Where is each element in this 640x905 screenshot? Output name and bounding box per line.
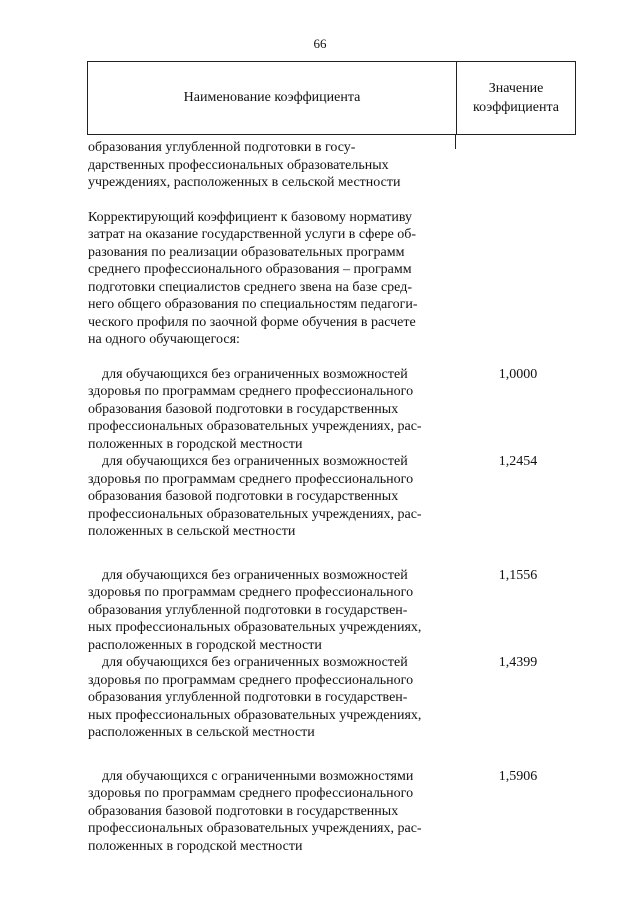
coefficient-value: 1,4399 [498, 655, 538, 670]
coefficient-description: для обучающихся без ограниченных возможностей здоровья по программам среднего профессионального образования углубленной подготовки в государствен- ных профессиональных образовательных учреждениях, расположенных в сельской местности [88, 655, 422, 740]
coefficient-description: для обучающихся с ограниченными возможностями здоровья по программам среднего профессионального образования базовой подготовки в государственных профессиональных образовательных учреждениях, рас- положенных в городской местности [88, 768, 422, 854]
header-coefficient-value: Значение коэффициента [473, 81, 559, 115]
header-coefficient-name: Наименование коэффициента [88, 62, 457, 134]
coefficient-value: 1,0000 [498, 366, 538, 382]
coefficient-description: Корректирующий коэффициент к базовому нормативу затрат на оказание государственной услуги в сфере об- разования по реализации образовательных программ среднего профессионального образования – программ подготовки специалистов среднего звена на базе сред- него общего образования по специальностям педагоги- ческого профиля по заочной форме обучения в расчете на одного обучающегося: [88, 209, 418, 347]
coefficient-description: образования углубленной подготовки в госу- дарственных профессиональных образовательных учреждениях, расположенных в сельской местности [88, 140, 401, 190]
table-body [88, 139, 628, 855]
page-number: 66 [313, 36, 327, 51]
coefficient-description: для обучающихся без ограниченных возможностей здоровья по программам среднего профессионального образования базовой подготовки в государственных профессиональных образовательных учреждениях, рас- положенных в городской местности [88, 366, 422, 452]
table-row [88, 567, 628, 655]
table-row [88, 768, 628, 856]
coefficient-value: 1,2454 [498, 454, 538, 469]
table-row [88, 453, 628, 541]
coefficient-value: 1,5906 [498, 768, 538, 784]
table-row [88, 366, 628, 454]
coefficient-description: для обучающихся без ограниченных возможностей здоровья по программам среднего профессионального образования углубленной подготовки в государствен- ных профессиональных образовательных учреждениях, расположенных в городской местности [88, 567, 422, 653]
coefficient-description: для обучающихся без ограниченных возможностей здоровья по программам среднего профессионального образования базовой подготовки в государственных профессиональных образовательных учреждениях, рас- положенных в сельской местности [88, 454, 422, 539]
table-header [87, 61, 576, 135]
table-row [88, 654, 628, 742]
coefficient-value: 1,1556 [498, 567, 538, 583]
table-row [88, 209, 628, 349]
table-row [88, 139, 628, 192]
